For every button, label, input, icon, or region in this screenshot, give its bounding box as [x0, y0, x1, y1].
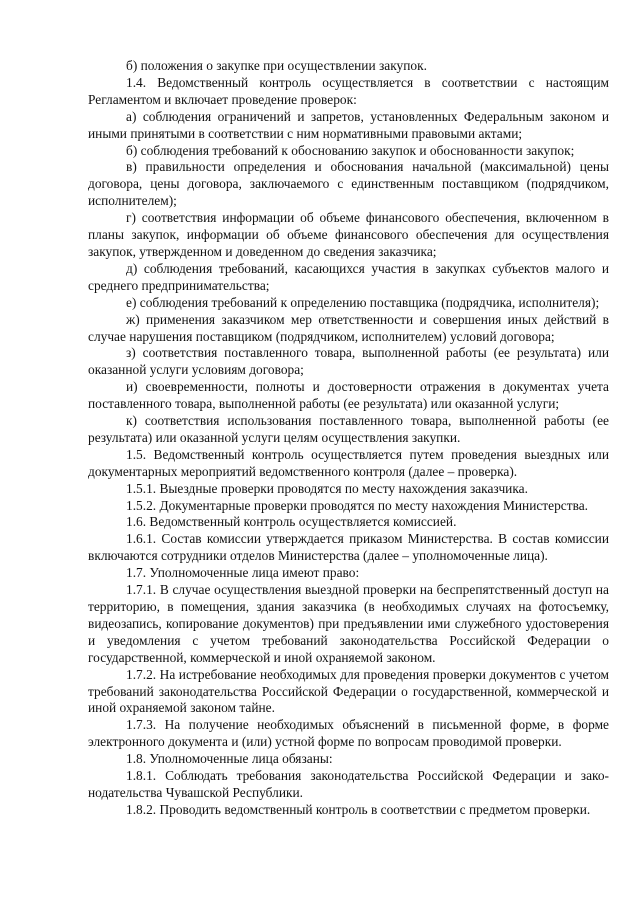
paragraph: 1.7.2. На истребование необходимых для проведения проверки документов с учетом требований законодательства Российской Федерации о государственной, коммерческой и иной охраняемой законом тайне.	[88, 666, 609, 716]
paragraph: ж) применения заказчиком мер ответственности и совершения иных действий в случае нарушения поставщиком (подрядчиком, исполнителем) условий договора;	[88, 311, 609, 344]
paragraph: б) положения о закупке при осуществлении закупок.	[126, 58, 427, 73]
document-page	[88, 58, 609, 819]
paragraph: 1.5.2. Документарные проверки проводятся по месту нахождения Министерства.	[126, 497, 589, 513]
paragraph: 1.7.3. На получение необходимых объяснений в письменной форме, в форме электронного документа и (или) устной форме по вопросам проводимой проверки.	[88, 717, 609, 750]
paragraph: г) соответствия информации об объеме финансового обеспечения, включенном в планы закупок, информации об объеме финансового обеспечения для осуществления закупок, утвержденном и доведенном до сведения заказчика;	[88, 210, 609, 259]
paragraph: 1.6. Ведомственный контроль осуществляется комиссией.	[126, 514, 457, 530]
paragraph: 1.7. Уполномоченные лица имеют право:	[126, 565, 360, 581]
paragraph: 1.6.1. Состав комиссии утверждается приказом Министерства. В состав комиссии включаются сотрудники отделов Министерства (далее – уполномоченные лица).	[88, 531, 609, 564]
paragraph: 1.8.1. Соблюдать требования законодательства Российской Федерации и законодательства Чувашской Республики.	[88, 768, 609, 800]
paragraph: 1.7.1. В случае осуществления выездной проверки на беспрепятственный доступ на территорию, в помещения, здания заказчика (в необходимых случаях на фотосъемку, видеозапись, копирование документов) при предъявлении ими служебного удостоверения и уведомления с учетом требований законодательства Российской Федерации о государственной, коммерческой и иной охраняемой законом.	[88, 582, 609, 665]
paragraph: з) соответствия поставленного товара, выполненной работы (ее результата) или оказанной услуги условиям договора;	[88, 345, 609, 378]
paragraph: а) соблюдения ограничений и запретов, установленных Федеральным законом и иными принятыми в соответствии с ним нормативными правовыми актами;	[88, 108, 609, 141]
paragraph: е) соблюдения требований к определению поставщика (подрядчика, исполнителя);	[126, 294, 600, 310]
paragraph: д) соблюдения требований, касающихся участия в закупках субъектов малого и среднего предпринимательства;	[88, 260, 609, 293]
paragraph: в) правильности определения и обоснования начальной (максимальной) цены договора, цены договора, заключаемого с единственным поставщиком (подрядчиком, исполнителем);	[88, 159, 609, 209]
paragraph: 1.4. Ведомственный контроль осуществляется в соответствии с настоящим Регламентом и включает проведение проверок:	[88, 74, 609, 107]
paragraph: 1.8.2. Проводить ведомственный контроль в соответствии с предметом проверки.	[126, 801, 591, 817]
paragraph: 1.5.1. Выездные проверки проводятся по месту нахождения заказчика.	[126, 480, 528, 496]
paragraph: и) своевременности, полноты и достоверности отражения в документах учета поставленного товара, выполненной работы (ее результата) или оказанной услуги;	[88, 379, 609, 412]
paragraph: к) соответствия использования поставленного товара, выполненной работы (ее результата) или оказанной услуги целям осуществления закупки.	[88, 413, 609, 445]
paragraph: 1.5. Ведомственный контроль осуществляется путем проведения выездных или документарных мероприятий ведомственного контроля (далее – проверка).	[88, 446, 609, 479]
paragraph: б) соблюдения требований к обоснованию закупок и обоснованности закупок;	[126, 142, 575, 158]
paragraph: 1.8. Уполномоченные лица обязаны:	[126, 751, 333, 767]
